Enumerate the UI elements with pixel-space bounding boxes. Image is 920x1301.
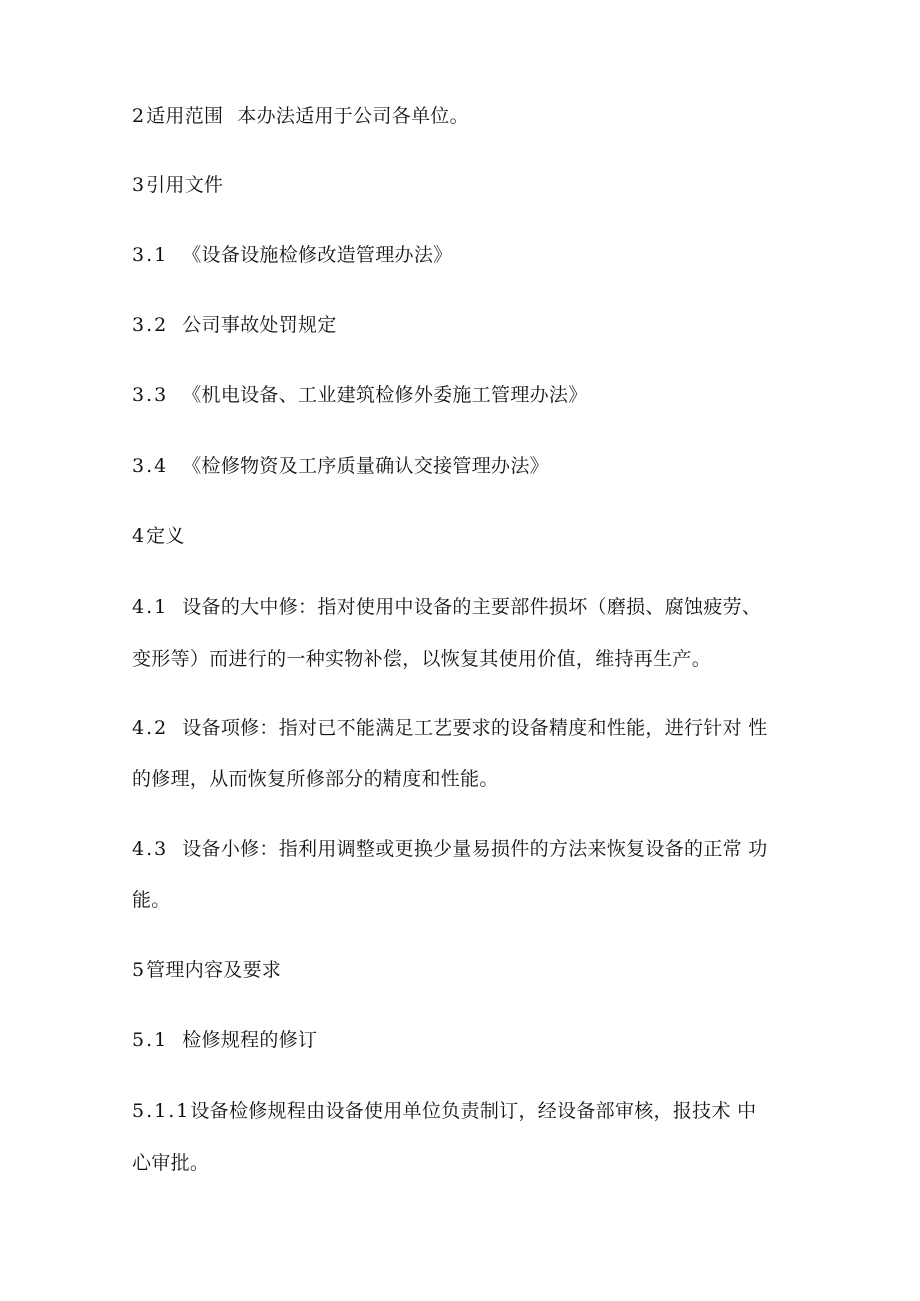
clause-4-1-line-2	[132, 646, 711, 672]
clause-3-2	[132, 312, 337, 338]
clause-text: 《检修物资及工序质量确认交接管理办法》	[182, 455, 549, 477]
clause-4-1-line-1	[132, 594, 761, 620]
section-number: 2	[132, 105, 147, 127]
clause-text: 心审批。	[132, 1152, 210, 1174]
clause-text: 设备的大中修：指对使用中设备的主要部件损坏（磨损、腐蚀疲劳、	[182, 596, 762, 618]
clause-3-3	[132, 382, 588, 408]
clause-text: 的修理，从而恢复所修部分的精度和性能。	[132, 768, 499, 790]
clause-text: 《机电设备、工业建筑检修外委施工管理办法》	[182, 384, 588, 406]
section-5-requirements	[132, 957, 281, 983]
clause-number: 3.4	[132, 455, 169, 477]
clause-text: 能。	[132, 889, 171, 911]
clause-number: 5.1.1	[132, 1100, 191, 1122]
section-title: 管理内容及要求	[146, 959, 282, 981]
clause-text: 设备小修：指利用调整或更换少量易损件的方法来恢复设备的正常 功	[182, 838, 768, 860]
section-title: 引用文件	[146, 174, 224, 196]
clause-4-2-line-2	[132, 766, 499, 792]
clause-3-4	[132, 453, 549, 479]
clause-text: 设备检修规程由设备使用单位负责制订，经设备部审核，报技术 中	[190, 1100, 757, 1122]
section-4-definitions	[132, 523, 185, 549]
section-number: 3	[132, 174, 147, 196]
section-2-scope	[132, 103, 469, 129]
clause-text: 设备项修：指对已不能满足工艺要求的设备精度和性能，进行针对 性	[182, 717, 768, 739]
section-number: 4	[132, 525, 147, 547]
section-3-references	[132, 172, 223, 198]
clause-4-3-line-1	[132, 836, 768, 862]
section-text: 本办法适用于公司各单位。	[237, 105, 469, 127]
clause-text: 公司事故处罚规定	[182, 314, 337, 336]
clause-5-1-1-line-1	[132, 1098, 756, 1124]
clause-number: 4.2	[132, 717, 169, 739]
clause-text: 变形等）而进行的一种实物补偿，以恢复其使用价值，维持再生产。	[132, 648, 712, 670]
clause-5-1-1-line-2	[132, 1150, 209, 1176]
clause-number: 3.3	[132, 384, 169, 406]
section-title: 适用范围	[146, 105, 224, 127]
clause-5-1	[132, 1027, 317, 1053]
clause-number: 4.1	[132, 596, 169, 618]
clause-number: 5.1	[132, 1029, 169, 1051]
clause-4-2-line-1	[132, 715, 768, 741]
clause-number: 3.1	[132, 244, 169, 266]
section-number: 5	[132, 959, 147, 981]
clause-4-3-line-2	[132, 887, 171, 913]
clause-3-1	[132, 242, 452, 268]
clause-number: 3.2	[132, 314, 169, 336]
clause-number: 4.3	[132, 838, 169, 860]
section-title: 定义	[146, 525, 185, 547]
clause-text: 《设备设施检修改造管理办法》	[182, 244, 453, 266]
clause-text: 检修规程的修订	[182, 1029, 318, 1051]
